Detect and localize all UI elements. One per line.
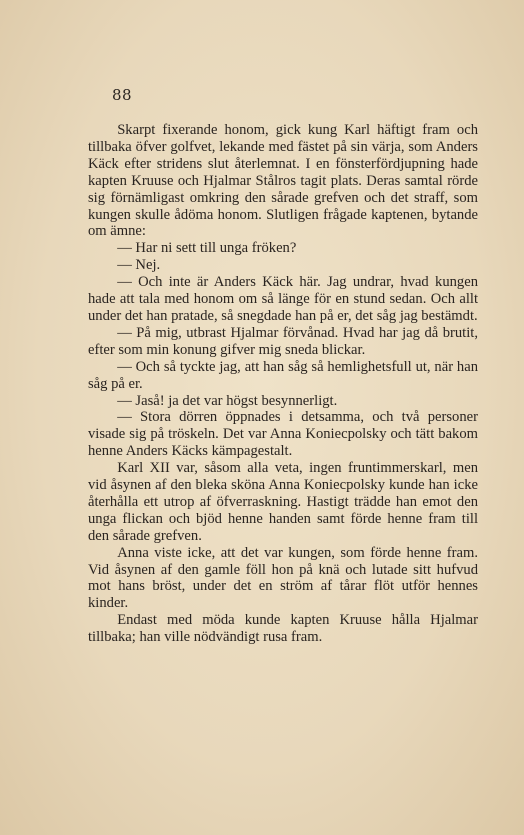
dialogue-line: — Jaså! ja det var högst besynnerligt. [117,392,338,409]
dialogue-line: — På mig, utbrast Hjalmar förvånad. Hvad har jag då brutit, efter som min konung gifver mig sneda blickar. [88,324,478,358]
dialogue-line: — Stora dörren öppnades i detsamma, och två personer visade sig på tröskeln. Det var Anna Koniecpolsky och tätt bakom henne Anders Käcks kämpagestalt. [88,409,478,460]
paragraph: Karl XII var, såsom alla veta, ingen fruntimmerskarl, men vid åsynen af den bleka sköna Anna Koniecpolsky kunde han icke återhålla ett utrop af öfverraskning. Hastigt trädde han emot den unga flickan och bjöd henne handen samt förde henne fram till den sårade grefven. [88,460,478,544]
body-text [88,122,478,646]
paragraph: Endast med möda kunde kapten Kruuse hålla Hjalmar tillbaka; han ville nödvändigt rusa fram. [88,612,478,646]
dialogue-line: — Och så tyckte jag, att han såg så hemlighetsfull ut, när han såg på er. [88,358,478,392]
dialogue-line: — Har ni sett till unga fröken? [117,240,297,257]
dialogue-line: — Nej. [117,257,161,274]
dialogue-line: — Och inte är Anders Käck här. Jag undrar, hvad kungen hade att tala med honom om så länge för en stund sedan. Och allt under det han pratade, så snegdade han på er, det såg jag bestämdt. [88,274,478,324]
paragraph: Skarpt fixerande honom, gick kung Karl häftigt fram och tillbaka öfver golfvet, lekande med fästet på sin värja, som Anders Käck efter stridens slut återlemnat. I en fönsterfördjupning hade kapten Kruuse och Hjalmar Stålros tagit plats. Deras samtal rörde sig förnämligast omkring den sårade grefven och det straff, som kungen skulle ådöma honom. Slutligen frågade kaptenen, bytande om ämne: [88,122,478,240]
page-number: 88 [112,86,133,104]
paragraph: Anna viste icke, att det var kungen, som förde henne fram. Vid åsynen af den gamle föll hon på knä och lutade sitt hufvud mot hans bröst, under det en ström af tårar flöt utför hennes kinder. [88,544,478,612]
